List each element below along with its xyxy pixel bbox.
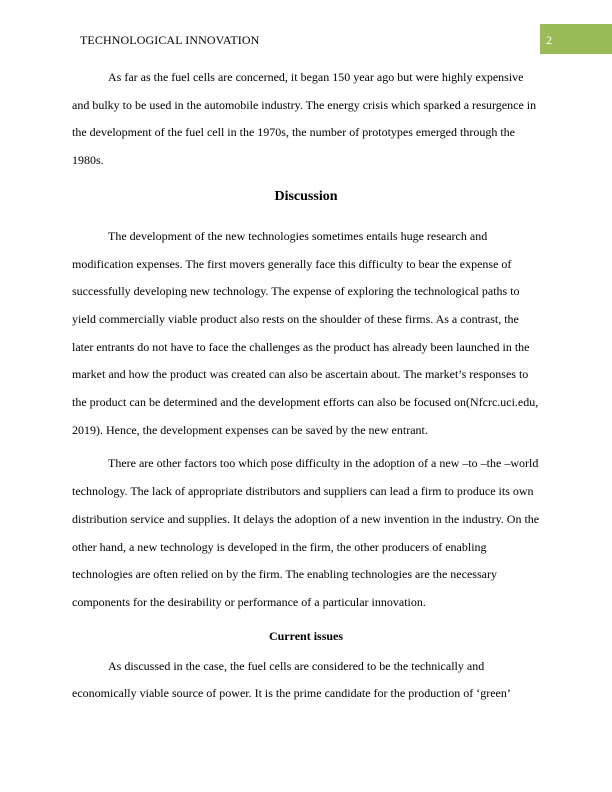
document-body — [72, 64, 540, 708]
heading-current-issues: Current issues — [268, 628, 344, 643]
page-number: 2 — [546, 33, 552, 47]
heading-discussion: Discussion — [274, 188, 338, 204]
paragraph-discussion-1: The development of the new technologies sometimes entails huge research and modification expenses. The first movers generally face this difficulty to bear the expense of successfully developing new technology. The expense of exploring the technological paths to yield commercially viable product also rests on the shoulder of these firms. As a contrast, the later entrants do not have to face the challenges as the product has already been launched in the market and how the product was created can also be ascertain about. The market’s responses to the product can be determined and the development efforts can also be focused on(Nfcrc.uci.edu, 2019). Hence, the development expenses can be saved by the new entrant. — [72, 228, 539, 437]
paragraph-intro: As far as the fuel cells are concerned, it began 150 year ago but were highly expensive and bulky to be used in the automobile industry. The energy crisis which sparked a resurgence in the development of the fuel cell in the 1970s, the number of prototypes emerged through the 1980s. — [72, 70, 537, 168]
paragraph-current-issues: As discussed in the case, the fuel cells are considered to be the technically and economically viable source of power. It is the prime candidate for the production of ‘green’ — [72, 658, 511, 701]
running-head: TECHNOLOGICAL INNOVATION — [80, 33, 260, 47]
paragraph-discussion-2: There are other factors too which pose difficulty in the adoption of a new –to –the –world technology. The lack of appropriate distributors and suppliers can lead a firm to produce its own distribution service and supplies. It delays the adoption of a new invention in the industry. On the other hand, a new technology is developed in the firm, the other producers of enabling technologies are often relied on by the firm. The enabling technologies are the necessary components for the desirability or performance of a particular innovation. — [72, 456, 540, 609]
page-number-badge — [540, 24, 612, 54]
